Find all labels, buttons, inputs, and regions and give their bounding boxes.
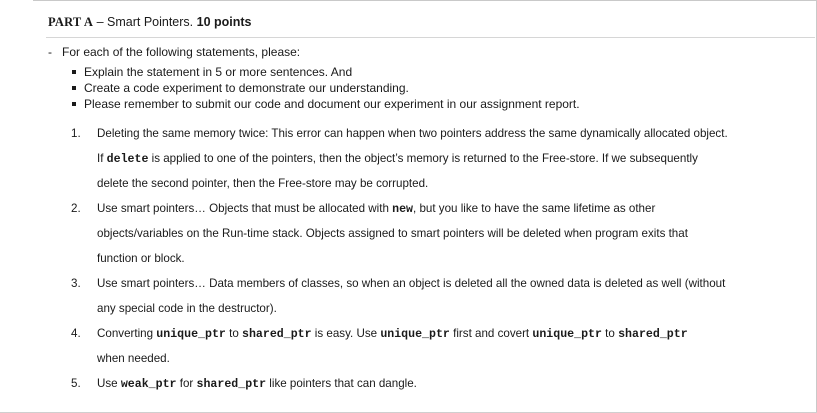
square-bullet-icon xyxy=(72,102,76,106)
statement-text: function or block. xyxy=(97,252,185,265)
statement-line xyxy=(71,250,728,275)
statement-item xyxy=(71,125,728,200)
statement-line xyxy=(71,150,728,175)
statement-line xyxy=(71,175,728,200)
bullet-item xyxy=(70,64,580,80)
code-keyword: unique_ptr xyxy=(532,328,602,341)
statement-text: for xyxy=(176,377,197,390)
statement-item xyxy=(71,200,728,275)
statement-item xyxy=(71,375,728,400)
section-heading xyxy=(48,15,252,30)
intro-text: For each of the following statements, please: xyxy=(62,45,301,59)
statement-text: is applied to one of the pointers, then the object’s memory is returned to the Free-store. If we subsequently xyxy=(148,152,698,165)
bullet-item xyxy=(70,96,580,112)
bullet-text: Explain the statement in 5 or more sentences. And xyxy=(84,65,353,79)
square-bullet-icon xyxy=(72,70,76,74)
statement-text: to xyxy=(601,327,619,340)
top-border xyxy=(33,0,817,1)
code-keyword: shared_ptr xyxy=(196,378,267,391)
statement-number: 1. xyxy=(71,127,81,140)
statement-text: is easy. Use xyxy=(311,327,381,340)
statement-line xyxy=(71,225,728,250)
statement-text: when needed. xyxy=(97,352,170,365)
code-keyword: weak_ptr xyxy=(120,378,177,391)
statement-line xyxy=(71,375,728,400)
instructions-intro xyxy=(48,45,300,59)
statement-number: 5. xyxy=(71,377,81,390)
part-label: PART A xyxy=(48,15,94,29)
statement-line xyxy=(71,125,728,150)
statement-number: 4. xyxy=(71,327,81,340)
statement-text: to xyxy=(225,327,242,340)
statement-text: Converting xyxy=(97,327,157,340)
bullet-item xyxy=(70,80,580,96)
statement-text: delete the second pointer, then the Free-store may be corrupted. xyxy=(97,177,429,190)
statement-text: Use smart pointers… Data members of classes, so when an object is deleted all the owned data is deleted as well (without xyxy=(97,277,726,290)
statement-text: like pointers that can dangle. xyxy=(266,377,417,390)
heading-separator xyxy=(46,37,815,38)
square-bullet-icon xyxy=(72,86,76,90)
bullet-text: Please remember to submit our code and document our experiment in our assignment report. xyxy=(84,97,580,111)
statement-text: any special code in the destructor). xyxy=(97,302,277,315)
statement-line xyxy=(71,325,728,350)
code-keyword: delete xyxy=(106,153,149,166)
statement-number: 3. xyxy=(71,277,81,290)
statement-text: Deleting the same memory twice: This error can happen when two pointers address the same dynamically allocated object. xyxy=(97,127,728,140)
statement-text: Use smart pointers… Objects that must be allocated with xyxy=(97,202,393,215)
statement-item xyxy=(71,325,728,375)
instruction-bullets xyxy=(70,64,580,112)
dash-bullet: - xyxy=(48,45,52,59)
statement-text: first and covert xyxy=(449,327,533,340)
statement-number: 2. xyxy=(71,202,81,215)
statement-line xyxy=(71,300,728,325)
bullet-text: Create a code experiment to demonstrate our understanding. xyxy=(84,81,409,95)
code-keyword: unique_ptr xyxy=(156,328,226,341)
statement-text: , but you like to have the same lifetime as other xyxy=(413,202,656,215)
statement-item xyxy=(71,275,728,325)
statement-text: If xyxy=(97,152,107,165)
code-keyword: shared_ptr xyxy=(618,328,688,341)
statement-line xyxy=(71,275,728,300)
statement-text: Use xyxy=(97,377,121,390)
code-keyword: new xyxy=(392,203,413,216)
code-keyword: unique_ptr xyxy=(380,328,450,341)
code-keyword: shared_ptr xyxy=(242,328,312,341)
statement-line xyxy=(71,200,728,225)
heading-title: – Smart Pointers. xyxy=(93,15,197,29)
points-label: 10 points xyxy=(196,15,252,29)
statement-list xyxy=(71,125,728,400)
statement-text: objects/variables on the Run-time stack. Objects assigned to smart pointers will be deleted when program exits that xyxy=(97,227,688,240)
statement-line xyxy=(71,350,728,375)
